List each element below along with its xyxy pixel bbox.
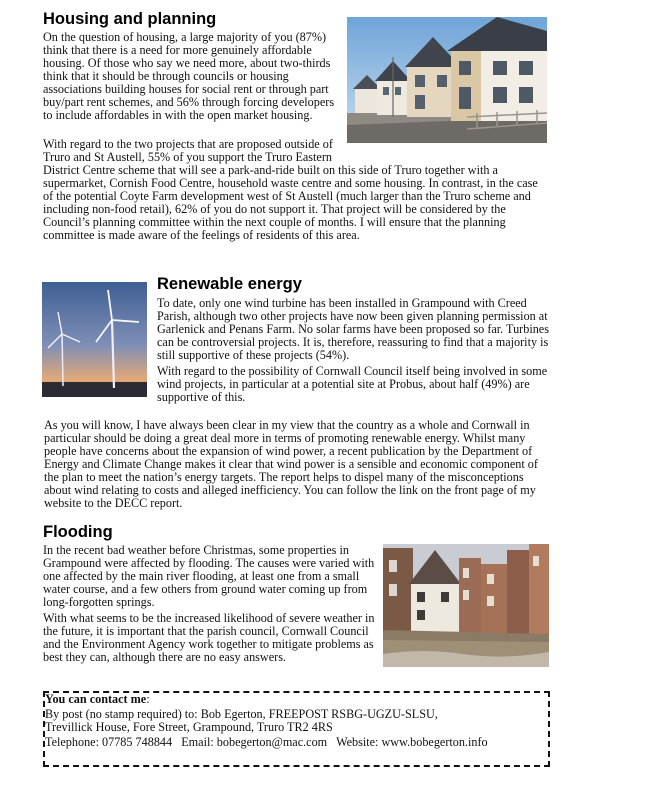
housing-paragraph-2-container [43, 138, 548, 242]
housing-heading: Housing and planning [43, 10, 217, 28]
housing-paragraph-1: On the question of housing, a large majority of you (87%) think that there is a need for more genuinely affordable housing. Of those who say we need more, about two-thirds think that it should be through councils or housing associations building houses for social rent or through part buy/part rent schemes, and 56% through forcing developers to include affordables in with the open market housing. [43, 30, 335, 122]
flooding-paragraph-2: With what seems to be the increased likelihood of severe weather in the future, it is important that the parish council, Cornwall Council and the Environment Agency work together to mitigate problems as best they can, although there are no easy answers. [43, 611, 375, 664]
email-link[interactable]: bobegerton@mac.com [216, 735, 328, 749]
housing-photo [347, 17, 547, 143]
renewable-paragraph-1: To date, only one wind turbine has been installed in Grampound with Creed Parish, although two other projects have now been given planning permission at Garlenick and Penans Farm. No solar farms have been proposed so far. Turbines can be controversial projects. It is, therefore, reassuring to find that a majority is still supportive of these projects (54%). [157, 296, 549, 362]
renewable-paragraph-3: As you will know, I have always been clear in my view that the country as a whole and Cornwall in particular should be doing a great deal more in terms of promoting renewable energy. Whilst many people have concerns about the expansion of wind power, a recent publication by the Department of Energy and Climate Change makes it clear that wind power is a sensible and economic component of the plan to meet the nation’s energy targets. The report helps to dispel many of the misconceptions about wind relating to costs and alleged inefficiency. You can follow the link on the front page of my website to the DECC report. [44, 418, 538, 510]
contact-details [45, 693, 540, 749]
website-link[interactable]: www.bobegerton.info [381, 735, 488, 749]
flooding-photo [383, 544, 549, 667]
renewable-intro [157, 297, 549, 404]
website-label: Website: [336, 735, 382, 749]
contact-post: By post (no stamp required) to: Bob Egerton, FREEPOST RSBG-UGZU-SLSU, [45, 707, 438, 721]
wind-turbine-photo [42, 282, 147, 397]
contact-line [45, 736, 540, 749]
flooding-heading: Flooding [43, 523, 113, 541]
contact-heading-colon: : [146, 692, 150, 706]
contact-box [43, 691, 550, 767]
email-label: Email: [181, 735, 217, 749]
flooding-body [43, 544, 375, 664]
housing-wrap-spacer [336, 138, 548, 160]
contact-heading: You can contact me [45, 692, 147, 706]
phone-label: Telephone: [45, 735, 103, 749]
housing-paragraph-2: With regard to the two projects that are proposed outside of Truro and St Austell, 55% of you support the Truro Eastern District Centre scheme that will see a park-and-ride built on this side of Truro together with a supermarket, Cornish Food Centre, household waste centre and some housing. In contrast, in the case of the potential Coyte Farm development west of St Austell (much larger than the Truro scheme and including non-food retail), 62% of you do not support it. That project will be considered by the Council’s planning committee within the next couple of months. I will ensure that the planning committee is made aware of the feelings of residents of this area. [43, 137, 538, 242]
renewable-paragraph-2: With regard to the possibility of Cornwall Council itself being involved in some wind projects, in particular at a potential site at Probus, about half (49%) are supportive of this. [157, 364, 548, 404]
contact-address: Trevillick House, Fore Street, Grampound, Truro TR2 4RS [45, 720, 333, 734]
contact-heading-line [45, 693, 540, 706]
flooding-paragraph-1: In the recent bad weather before Christmas, some properties in Grampound were affected by flooding. The causes were varied with one affected by the main river flooding, at least one from a small water course, and a few others from ground water coming up from long-forgotten springs. [43, 543, 375, 609]
phone-number[interactable]: 07785 748844 [102, 735, 173, 749]
renewable-heading: Renewable energy [157, 275, 302, 293]
